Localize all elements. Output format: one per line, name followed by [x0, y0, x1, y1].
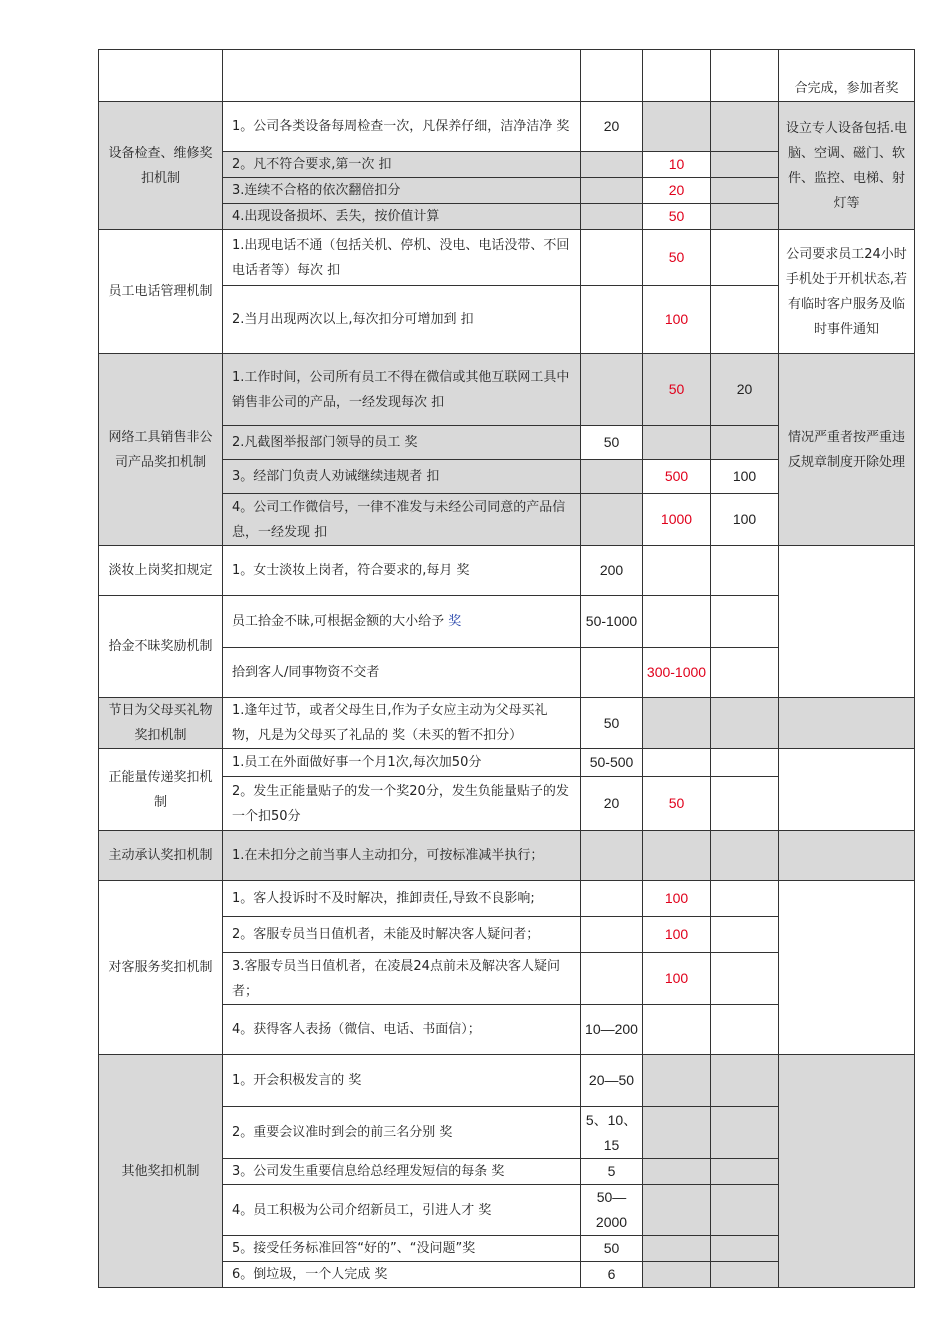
extra-cell [711, 953, 779, 1005]
deduct-cell [643, 749, 711, 777]
category-cell [99, 50, 223, 102]
reward-cell [581, 953, 643, 1005]
table-row [99, 546, 915, 596]
note-cell [779, 698, 915, 749]
table-row [99, 881, 915, 917]
item-cell: 1.工作时间，公司所有员工不得在微信或其他互联网工具中销售非公司的产品，一经发现每次 扣 [223, 354, 581, 426]
extra-cell [711, 596, 779, 648]
item-cell: 1.逢年过节，或者父母生日,作为子女应主动为父母买礼物，凡是为父母买了礼品的 奖（未买的暂不扣分） [223, 698, 581, 749]
extra-cell [711, 204, 779, 230]
deduct-cell [643, 1005, 711, 1055]
reward-cell [581, 881, 643, 917]
deduct-cell [643, 698, 711, 749]
deduct-cell: 20 [643, 178, 711, 204]
category-cell: 淡妆上岗奖扣规定 [99, 546, 223, 596]
extra-cell [711, 152, 779, 178]
note-cell [779, 546, 915, 698]
extra-cell: 100 [711, 460, 779, 494]
category-cell: 设备检查、维修奖扣机制 [99, 102, 223, 230]
reward-cell [581, 204, 643, 230]
deduct-cell: 1000 [643, 494, 711, 546]
note-cell: 公司要求员工24小时手机处于开机状态,若有临时客户服务及临时事件通知 [779, 230, 915, 354]
reward-cell: 50-500 [581, 749, 643, 777]
reward-cell [581, 152, 643, 178]
reward-cell: 20 [581, 777, 643, 831]
reward-deduction-table [98, 49, 915, 1288]
extra-cell [711, 102, 779, 152]
table-row [99, 354, 915, 426]
item-cell: 4。获得客人表扬（微信、电话、书面信）； [223, 1005, 581, 1055]
deduct-cell: 100 [643, 881, 711, 917]
reward-cell [581, 648, 643, 698]
extra-cell [711, 777, 779, 831]
reward-cell [581, 178, 643, 204]
deduct-cell [643, 546, 711, 596]
item-cell: 1。客人投诉时不及时解决，推卸责任,导致不良影响; [223, 881, 581, 917]
extra-cell: 100 [711, 494, 779, 546]
reward-cell [581, 831, 643, 881]
table-row [99, 102, 915, 152]
extra-cell [711, 831, 779, 881]
extra-cell [711, 1055, 779, 1107]
category-cell: 正能量传递奖扣机制 [99, 749, 223, 831]
note-cell [779, 749, 915, 831]
table-row [99, 230, 915, 286]
reward-cell: 50 [581, 426, 643, 460]
item-cell: 2.当月出现两次以上,每次扣分可增加到 扣 [223, 286, 581, 354]
item-cell: 4。员工积极为公司介绍新员工，引进人才 奖 [223, 1185, 581, 1236]
reward-cell [581, 230, 643, 286]
extra-cell [711, 1159, 779, 1185]
deduct-cell: 100 [643, 286, 711, 354]
reward-cell: 6 [581, 1262, 643, 1288]
reward-cell: 200 [581, 546, 643, 596]
item-cell: 4.出现设备损坏、丢失，按价值计算 [223, 204, 581, 230]
reward-cell [581, 286, 643, 354]
item-cell: 1.在未扣分之前当事人主动扣分，可按标准减半执行； [223, 831, 581, 881]
item-cell: 1.出现电话不通（包括关机、停机、没电、电话没带、不回电话者等）每次 扣 [223, 230, 581, 286]
table-row [99, 749, 915, 777]
category-cell: 员工电话管理机制 [99, 230, 223, 354]
reward-cell [581, 917, 643, 953]
deduct-cell: 100 [643, 917, 711, 953]
extra-cell [711, 426, 779, 460]
reward-keyword: 奖 [448, 614, 462, 629]
note-cell [779, 1055, 915, 1288]
item-cell: 3。经部门负责人劝诫继续违规者 扣 [223, 460, 581, 494]
deduct-cell [643, 426, 711, 460]
item-cell [223, 50, 581, 102]
deduct-cell [643, 1236, 711, 1262]
item-cell: 6。倒垃圾，一个人完成 奖 [223, 1262, 581, 1288]
extra-cell [711, 178, 779, 204]
item-cell: 1。公司各类设备每周检查一次，凡保养仔细，洁净洁净 奖 [223, 102, 581, 152]
deduct-cell [643, 1055, 711, 1107]
extra-cell [711, 1262, 779, 1288]
reward-cell: 5 [581, 1159, 643, 1185]
deduct-cell [643, 1185, 711, 1236]
item-cell: 2。发生正能量贴子的发一个奖20分，发生负能量贴子的发一个扣50分 [223, 777, 581, 831]
deduct-cell: 100 [643, 953, 711, 1005]
item-cell: 1。开会积极发言的 奖 [223, 1055, 581, 1107]
deduct-cell: 10 [643, 152, 711, 178]
reward-cell: 50 [581, 698, 643, 749]
extra-cell [711, 1107, 779, 1159]
deduct-cell: 500 [643, 460, 711, 494]
table-row [99, 698, 915, 749]
extra-cell [711, 50, 779, 102]
item-cell: 2.凡截图举报部门领导的员工 奖 [223, 426, 581, 460]
extra-cell: 20 [711, 354, 779, 426]
table-row [99, 1055, 915, 1107]
item-cell: 拾到客人/同事物资不交者 [223, 648, 581, 698]
category-cell: 网络工具销售非公司产品奖扣机制 [99, 354, 223, 546]
reward-cell [581, 460, 643, 494]
extra-cell [711, 917, 779, 953]
extra-cell [711, 546, 779, 596]
item-cell: 2。客服专员当日值机者，未能及时解决客人疑问者； [223, 917, 581, 953]
deduct-cell [643, 831, 711, 881]
deduct-cell [643, 102, 711, 152]
deduct-cell: 50 [643, 354, 711, 426]
item-cell: 1。女士淡妆上岗者，符合要求的,每月 奖 [223, 546, 581, 596]
deduct-cell [643, 596, 711, 648]
reward-cell: 5、10、15 [581, 1107, 643, 1159]
reward-cell [581, 354, 643, 426]
category-cell: 其他奖扣机制 [99, 1055, 223, 1288]
deduct-cell [643, 1159, 711, 1185]
note-cell: 合完成，参加者奖 [779, 50, 915, 102]
deduct-cell [643, 50, 711, 102]
item-text: 员工拾金不昧,可根据金额的大小给予 [232, 614, 449, 629]
reward-cell: 10—200 [581, 1005, 643, 1055]
reward-cell [581, 494, 643, 546]
item-cell: 1.员工在外面做好事一个月1次,每次加50分 [223, 749, 581, 777]
extra-cell [711, 698, 779, 749]
reward-cell: 20 [581, 102, 643, 152]
item-cell: 5。接受任务标准回答“好的”、“没问题”奖 [223, 1236, 581, 1262]
category-cell: 对客服务奖扣机制 [99, 881, 223, 1055]
category-cell: 拾金不昧奖励机制 [99, 596, 223, 698]
deduct-cell: 50 [643, 204, 711, 230]
item-cell [223, 596, 581, 648]
note-cell: 设立专人设备包括.电脑、空调、磁门、软件、监控、电梯、射灯等 [779, 102, 915, 230]
deduct-cell [643, 1262, 711, 1288]
item-cell: 2。重要会议准时到会的前三名分别 奖 [223, 1107, 581, 1159]
item-cell: 4。公司工作微信号，一律不准发与未经公司同意的产品信息，一经发现 扣 [223, 494, 581, 546]
category-cell: 节日为父母买礼物奖扣机制 [99, 698, 223, 749]
item-cell: 2。凡不符合要求,第一次 扣 [223, 152, 581, 178]
extra-cell [711, 286, 779, 354]
item-cell: 3.连续不合格的依次翻倍扣分 [223, 178, 581, 204]
extra-cell [711, 749, 779, 777]
note-cell [779, 831, 915, 881]
reward-cell: 50 [581, 1236, 643, 1262]
extra-cell [711, 230, 779, 286]
extra-cell [711, 1185, 779, 1236]
extra-cell [711, 1236, 779, 1262]
reward-cell: 50-1000 [581, 596, 643, 648]
deduct-cell: 300-1000 [643, 648, 711, 698]
deduct-cell: 50 [643, 777, 711, 831]
deduct-cell: 50 [643, 230, 711, 286]
note-cell [779, 881, 915, 1055]
extra-cell [711, 648, 779, 698]
reward-cell [581, 50, 643, 102]
note-cell: 情况严重者按严重违反规章制度开除处理 [779, 354, 915, 546]
reward-cell: 20—50 [581, 1055, 643, 1107]
category-cell: 主动承认奖扣机制 [99, 831, 223, 881]
extra-cell [711, 881, 779, 917]
item-cell: 3.客服专员当日值机者，在凌晨24点前未及解决客人疑问者； [223, 953, 581, 1005]
extra-cell [711, 1005, 779, 1055]
table-row [99, 50, 915, 102]
deduct-cell [643, 1107, 711, 1159]
table-row [99, 831, 915, 881]
reward-cell: 50—2000 [581, 1185, 643, 1236]
item-cell: 3。公司发生重要信息给总经理发短信的每条 奖 [223, 1159, 581, 1185]
